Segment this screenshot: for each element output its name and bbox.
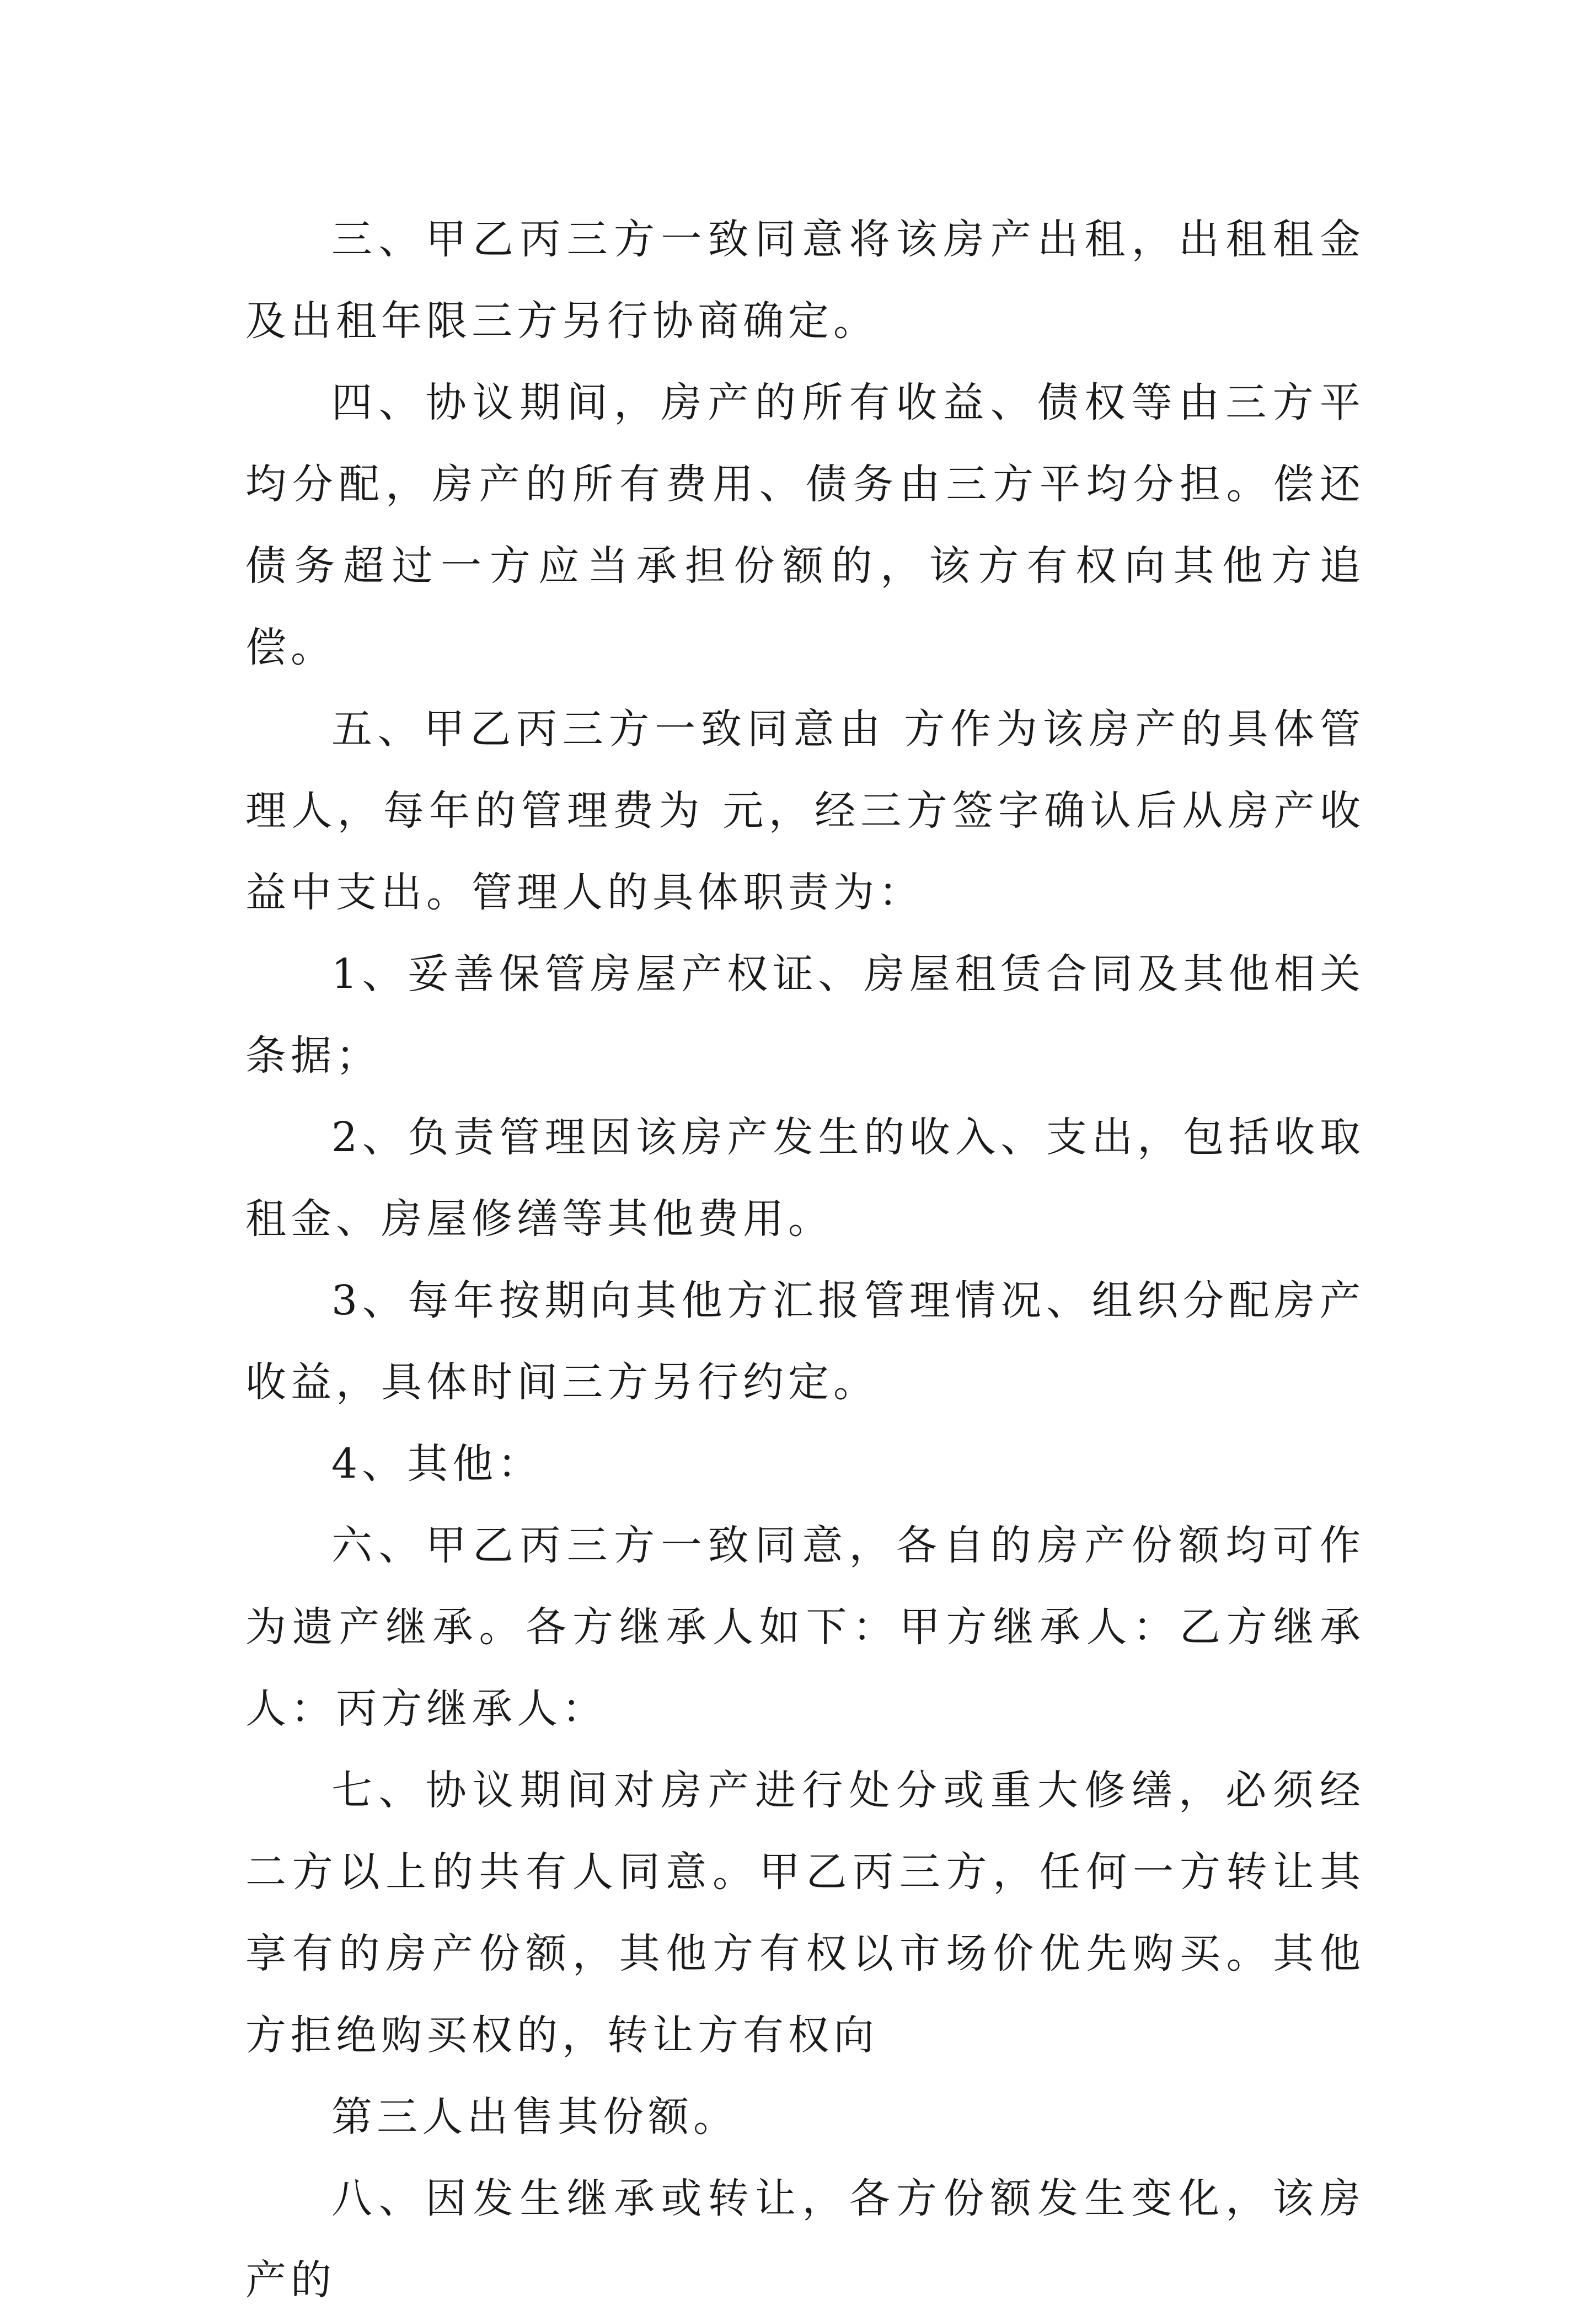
paragraph-clause-3: 三、甲乙丙三方一致同意将该房产出租，出租租金及出租年限三方另行协商确定。: [245, 216, 1365, 345]
paragraph-duty-2: 2、负责管理因该房产发生的收入、支出，包括收取租金、房屋修缮等其他费用。: [245, 1114, 1365, 1243]
paragraph-duty-1: 1、妥善保管房屋产权证、房屋租赁合同及其他相关条据；: [245, 950, 1365, 1079]
paragraph-clause-4: 四、协议期间，房产的所有收益、债权等由三方平均分配，房产的所有费用、债务由三方平均分担。偿还债务超过一方应当承担份额的，该方有权向其他方追偿。: [245, 379, 1365, 671]
paragraph-clause-5: 五、甲乙丙三方一致同意由 方作为该房产的具体管理人，每年的管理费为 元，经三方签字确认后从房产收益中支出。管理人的具体职责为：: [245, 705, 1365, 916]
paragraph-clause-7-continued: 第三人出售其份额。: [331, 2093, 738, 2141]
paragraph-duty-3: 3、每年按期向其他方汇报管理情况、组织分配房产收益，具体时间三方另行约定。: [245, 1277, 1365, 1406]
paragraph-clause-6: 六、甲乙丙三方一致同意，各自的房产份额均可作为遗产继承。各方继承人如下：甲方继承人：乙方继承人：丙方继承人：: [245, 1522, 1365, 1732]
paragraph-duty-4: 4、其他：: [331, 1440, 543, 1488]
document-body: [245, 199, 1365, 2321]
paragraph-clause-7: 七、协议期间对房产进行处分或重大修缮，必须经二方以上的共有人同意。甲乙丙三方，任何一方转让其享有的房产份额，其他方有权以市场价优先购买。其他方拒绝购买权的，转让方有权向: [245, 1767, 1365, 2059]
paragraph-clause-8: 八、因发生继承或转让，各方份额发生变化，该房产的: [245, 2175, 1365, 2304]
